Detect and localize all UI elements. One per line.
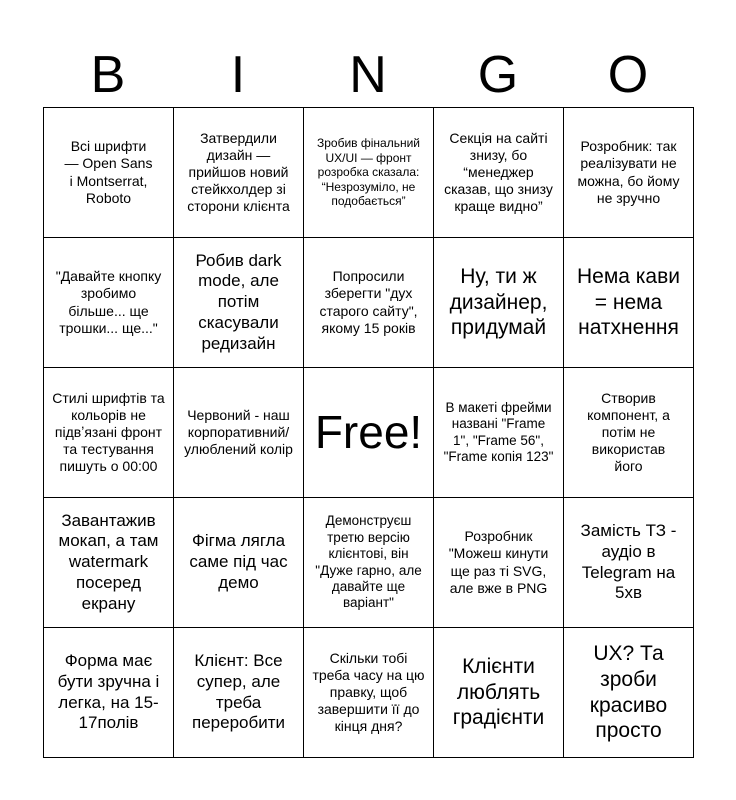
bingo-board [43, 107, 694, 758]
bingo-cell-text: Зробив фінальний UX/UI — фронт розробка сказала: “Незрозуміло, не подобається” [316, 135, 420, 209]
bingo-cell[interactable] [44, 238, 174, 368]
bingo-cell[interactable] [304, 238, 434, 368]
free-space-text: Free! [314, 406, 423, 459]
title-letter-n: N [349, 46, 387, 104]
bingo-cell[interactable] [564, 238, 694, 368]
bingo-title [43, 40, 693, 110]
bingo-cell-text: Замість ТЗ - аудіо в Telegram на 5хв [580, 521, 677, 603]
bingo-cell-text: Секція на сайті знизу, бо “менеджер сказав, що знизу краще видно” [444, 129, 553, 215]
bingo-cell-text: Розробник "Можеш кинути ще раз ті SVG, але вже в PNG [448, 528, 549, 596]
bingo-cell-text: Затвердили дизайн — прийшов новий стейкхолдер зі сторони клієнта [187, 129, 290, 215]
bingo-cell-text: Червоний - наш корпоративний/улюблений колір [184, 406, 293, 458]
bingo-cell-text: Нема кави = нема натхнення [576, 265, 680, 340]
bingo-cell-text: Попросили зберегти "дух старого сайту", якому 15 років [319, 268, 418, 336]
bingo-cell[interactable] [304, 628, 434, 758]
bingo-cell-text: Розробник: так реалізувати не можна, бо йому не зручно [577, 138, 680, 206]
bingo-cell-text: UX? Та зроби красиво просто [589, 642, 668, 743]
bingo-cell[interactable] [304, 498, 434, 628]
bingo-cell[interactable] [434, 628, 564, 758]
bingo-cell[interactable] [174, 238, 304, 368]
title-letter-i: I [230, 46, 246, 104]
bingo-cell[interactable] [564, 498, 694, 628]
free-space[interactable] [304, 368, 434, 498]
bingo-cell-text: Демонструєш третю версію клієнтові, він "Дуже гарно, але давайте ще варіант" [315, 513, 422, 611]
bingo-cell[interactable] [44, 498, 174, 628]
bingo-cell[interactable] [434, 498, 564, 628]
title-letter-g: G [477, 46, 519, 104]
bingo-cell[interactable] [44, 108, 174, 238]
bingo-cell[interactable] [564, 108, 694, 238]
bingo-cell-text: Стилі шрифтів та кольорів не підвʼязані фронт та тестування пишуть о 00:00 [52, 389, 165, 475]
bingo-cell[interactable] [564, 628, 694, 758]
bingo-cell[interactable] [434, 238, 564, 368]
bingo-cell-text: Скільки тобі треба часу на цю правку, щоб завершити її до кінця дня? [312, 649, 425, 735]
title-letter-b: B [90, 46, 126, 104]
bingo-cell[interactable] [564, 368, 694, 498]
bingo-cell[interactable] [304, 108, 434, 238]
bingo-cell-text: Фігма лягла саме під час демо [189, 531, 288, 592]
bingo-cell[interactable] [434, 108, 564, 238]
bingo-cell-text: Клієнт: Все супер, але треба переробити [192, 651, 285, 733]
bingo-cell-text: Ну, ти ж дизайнер, придумай [449, 265, 548, 340]
bingo-cell-text: В макеті фрейми названі "Frame 1", "Frame 56", "Frame копія 123" [443, 399, 554, 464]
bingo-cell[interactable] [44, 628, 174, 758]
bingo-cell-text: Клієнти люблять градієнти [452, 655, 545, 730]
bingo-cell[interactable] [174, 498, 304, 628]
bingo-cell[interactable] [174, 108, 304, 238]
bingo-cell[interactable] [434, 368, 564, 498]
bingo-cell-text: Завантажив мокап, а там watermark посеред екрану [58, 510, 159, 613]
bingo-cell-text: "Давайте кнопку зробимо більше... ще трошки... ще..." [55, 268, 162, 336]
bingo-cell[interactable] [174, 368, 304, 498]
bingo-cell-text: Форма має бути зручна і легка, на 15-17полів [57, 651, 160, 733]
bingo-cell[interactable] [44, 368, 174, 498]
bingo-cell-text: Створив компонент, а потім не використав його [587, 389, 670, 475]
bingo-cell[interactable] [174, 628, 304, 758]
bingo-cell-text: Всі шрифти — Open Sans і Montserrat, Roboto [64, 138, 153, 206]
title-letter-o: O [607, 46, 649, 104]
bingo-cell-text: Робив dark mode, але потім скасували редизайн [195, 250, 282, 353]
